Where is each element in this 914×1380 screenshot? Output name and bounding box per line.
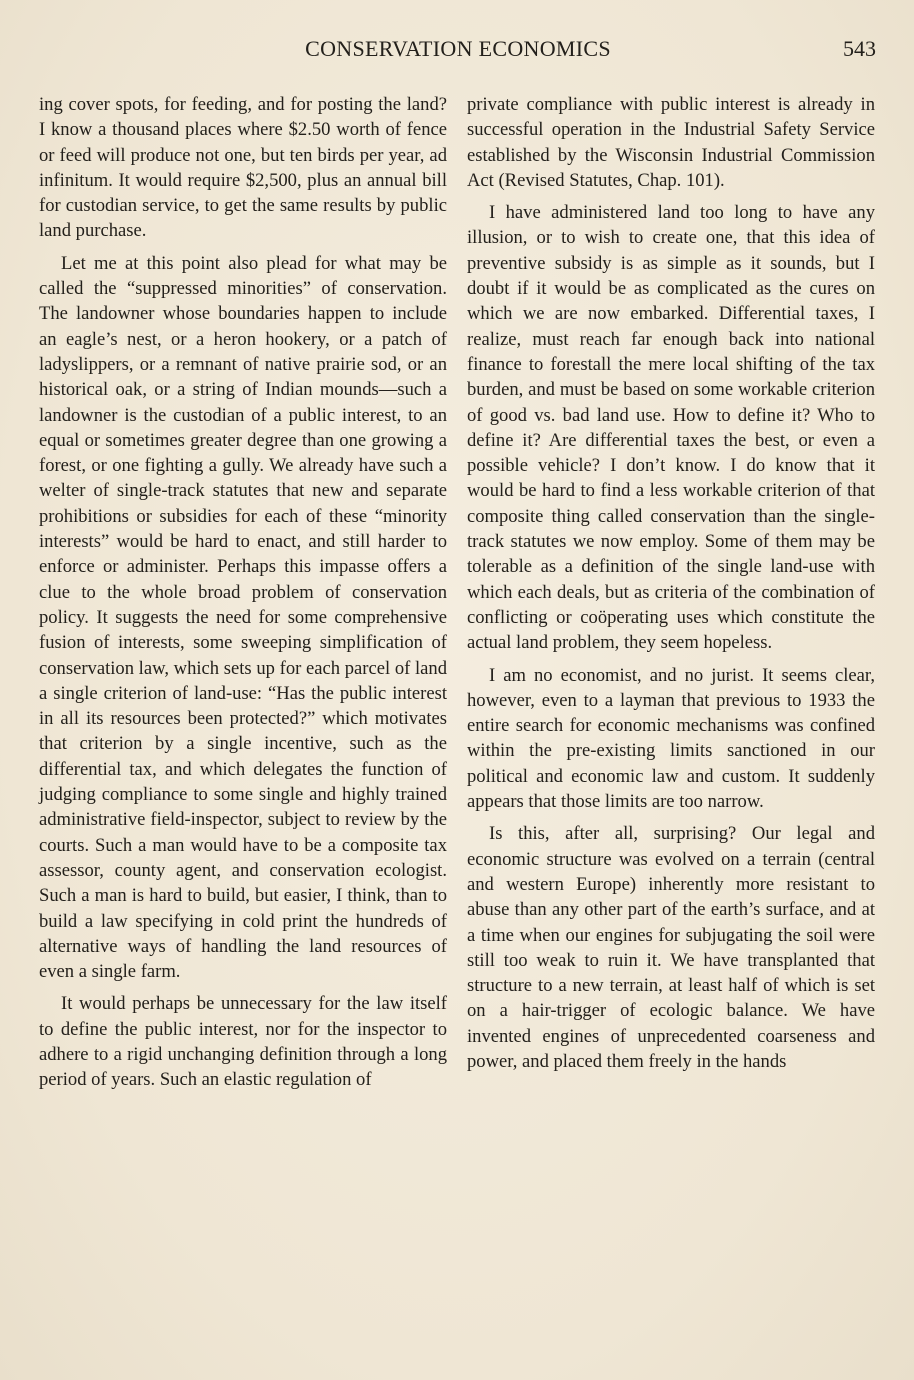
running-title: CONSERVATION ECONOMICS (305, 36, 611, 61)
paragraph: It would perhaps be unnecessary for the law itself to define the public interest, nor for the inspector to adhere to a rigid unchanging definition through a long period of years. Such an elastic regulation of (39, 993, 447, 1091)
paragraph: Is this, after all, surprising? Our legal and economic structure was evolved on a terrain (central and western Europe) inherently more resistant to abuse than any other part of the earth’s surface, and at a time when our engines for subjugating the soil were still too weak to ruin it. We have transplanted that structure to a new terrain, at least half of which is set on a hair-trigger of ecologic balance. We have invented engines of unprecedented coarseness and power, and placed them freely in the hands (467, 823, 875, 1072)
paragraph: private compliance with public interest is already in successful operation in the Industrial Safety Service established by the Wisconsin Industrial Commission Act (Revised Statutes, Chap. 101). (467, 94, 875, 191)
paragraph: I have administered land too long to have any illusion, or to wish to create one, that this idea of preventive subsidy is as simple as it sounds, but I doubt if it would be as complicated as the cures on which we are now embarked. Differential taxes, I realize, must reach far enough back into national finance to forestall the mere local shifting of the tax burden, and must be based on some workable criterion of good vs. bad land use. How to define it? Who to define it? Are differential taxes the best, or even a possible vehicle? I don’t know. I do know that it would be hard to find a less workable criterion of that composite thing called conservation than the single-track statutes we now employ. Some of them may be tolerable as a definition of the single land-use with which each deals, but as criteria of the combination of conflicting or coöperating uses which constitute the actual land problem, they seem hopeless. (467, 202, 875, 654)
paragraph: I am no economist, and no jurist. It seems clear, however, even to a layman that previous to 1933 the entire search for economic mechanisms was confined within the pre-existing limits sanctioned in our political and economic law and custom. It suddenly appears that those limits are too narrow. (467, 664, 875, 813)
paragraph: Let me at this point also plead for what may be called the “suppressed minorities” of conservation. The landowner whose boundaries happen to include an eagle’s nest, or a heron hookery, or a patch of ladyslippers, or a remnant of native prairie sod, or an historical oak, or a string of Indian mounds—such a landowner is the custodian of a public interest, to an equal or sometimes greater degree than one growing a forest, or one fighting a gully. We already have such a welter of single-track statutes that new and separate prohibitions or subsidies for each of these “minority interests” would be hard to enact, and still harder to enforce or administer. Perhaps this impasse offers a clue to the whole broad problem of conservation policy. It suggests the need for some comprehensive fusion of interests, some sweeping simplification of conservation law, which sets up for each parcel of land a single criterion of land-use: “Has the public interest in all its resources been protected?” which motivates that criterion by a single incentive, such as the differential tax, and which delegates the function of judging compliance to some single and highly trained administrative field-inspector, subject to review by the courts. Such a man would have to be a composite tax assessor, county agent, and conservation ecologist. Such a man is hard to build, but easier, I think, than to build a law specifying in cold print the hundreds of alternative ways of handling the land resources of even a single farm. (39, 252, 447, 983)
page-number: 543 (843, 36, 876, 61)
left-column (39, 92, 447, 1093)
running-header (40, 36, 876, 66)
paragraph: ing cover spots, for feeding, and for posting the land? I know a thousand places where $2.50 worth of fence or feed will produce not one, but ten birds per year, ad infinitum. It would require $2,500, plus an annual bill for custodian service, to get the same results by public land purchase. (39, 94, 447, 242)
right-column (467, 92, 875, 1074)
